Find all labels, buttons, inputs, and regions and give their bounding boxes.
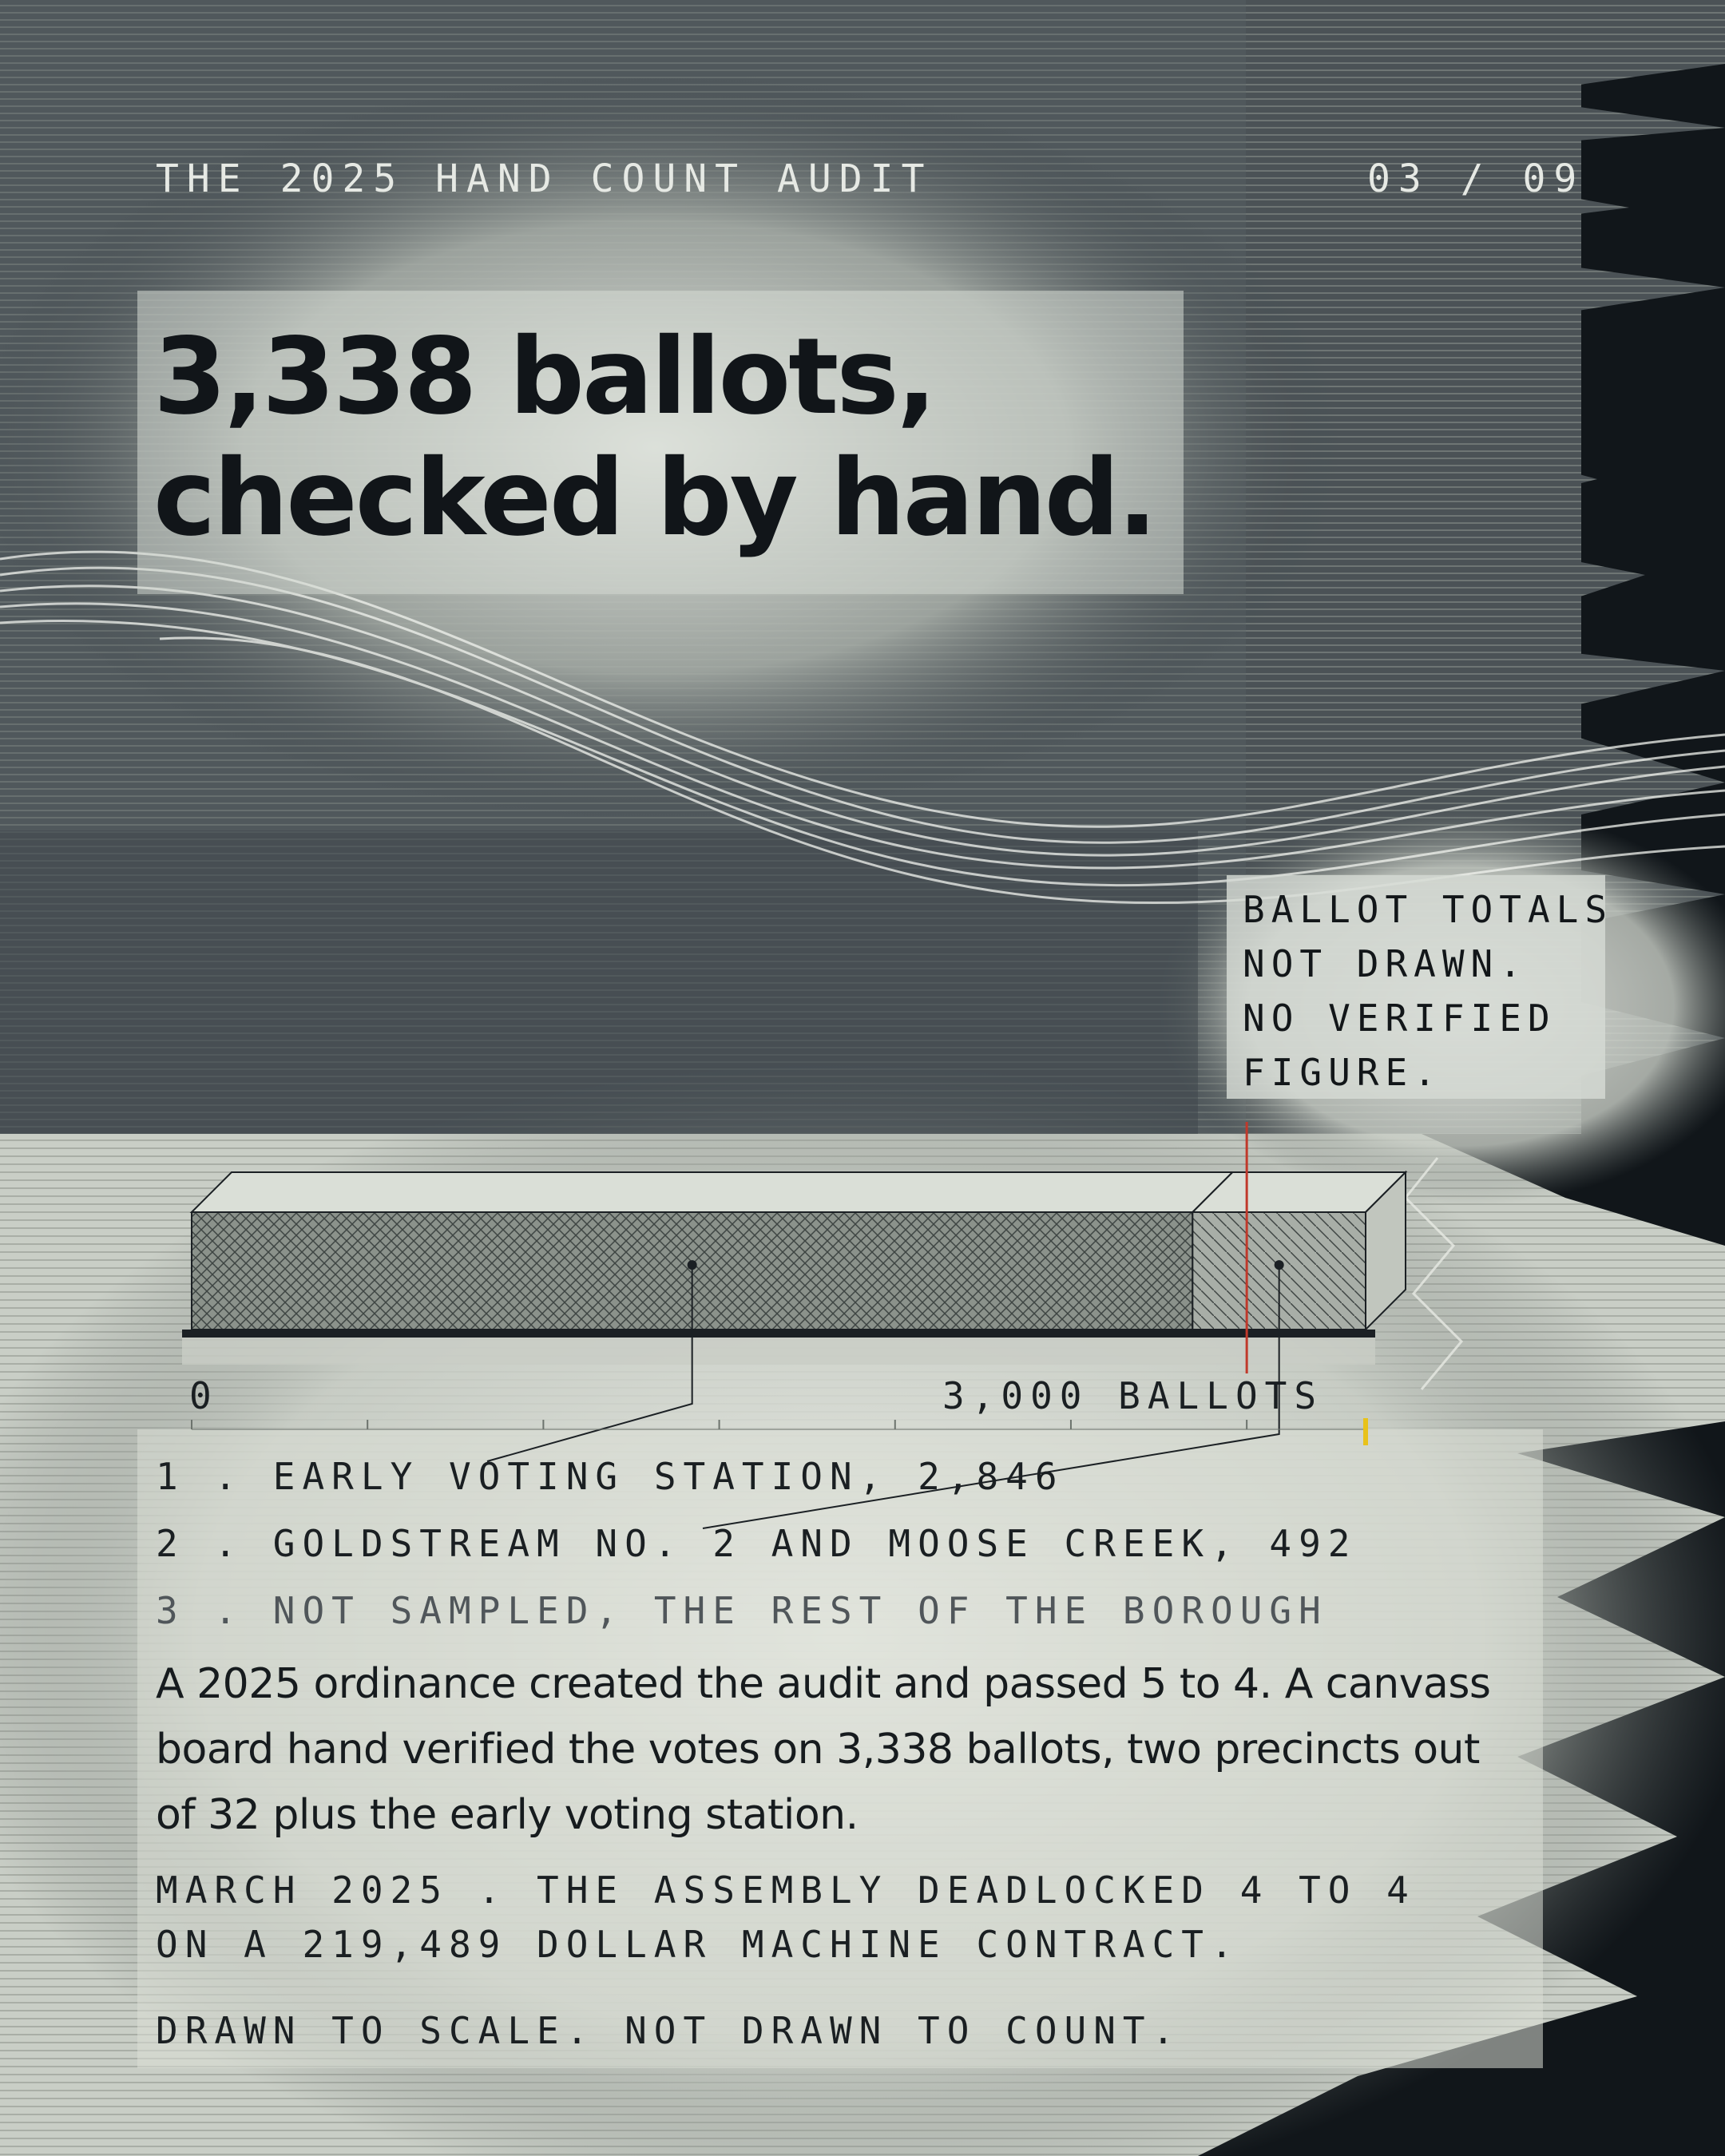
footnote: DRAWN TO SCALE. NOT DRAWN TO COUNT. [156,2009,1182,2052]
title-line-1: 3,338 ballots, [153,315,935,438]
body-paragraph: A 2025 ordinance created the audit and passed 5 to 4. A canvass board hand verified the votes on 3,338 ballots, two precincts out of 32 plus the early voting station. [156,1660,1491,1839]
note-line-4: FIGURE. [1243,1051,1442,1094]
legend-text-1: EARLY VOTING STATION, 2,846 [272,1455,1065,1498]
meta-line-2: ON A 219,489 DOLLAR MACHINE CONTRACT. [156,1923,1240,1966]
legend-index-1: 1 [156,1455,185,1498]
scale-label-zero: 0 [189,1374,216,1417]
title-line-2: checked by hand. [153,437,1156,560]
meta-line-1: MARCH 2025 . THE ASSEMBLY DEADLOCKED 4 TO 4 [156,1869,1416,1912]
bar-baseline [182,1330,1375,1338]
scale-label-max: 3,000 BALLOTS [942,1374,1324,1417]
note-line-1: BALLOT TOTALS [1243,888,1614,931]
bar-top-face-1 [192,1172,1232,1212]
legend-text-3: NOT SAMPLED, THE REST OF THE BOROUGH [272,1589,1328,1632]
page-indicator: 03 / 09 [1367,157,1585,201]
legend-item-1: 1 . EARLY VOTING STATION, 2,846 [156,1455,1065,1498]
note-line-2: NOT DRAWN. [1243,942,1528,985]
legend-index-3: 3 [156,1589,185,1632]
series-title: THE 2025 HAND COUNT AUDIT [156,157,933,201]
legend-index-2: 2 [156,1522,185,1565]
baseline-shelf [182,1338,1375,1365]
note-line-3: NO VERIFIED [1243,997,1556,1040]
legend-item-2: 2 . GOLDSTREAM NO. 2 AND MOOSE CREEK, 492 [156,1522,1358,1565]
legend-item-3: 3 . NOT SAMPLED, THE REST OF THE BOROUGH [156,1589,1328,1632]
accent-tick [1363,1418,1368,1445]
legend-text-2: GOLDSTREAM NO. 2 AND MOOSE CREEK, 492 [272,1522,1358,1565]
